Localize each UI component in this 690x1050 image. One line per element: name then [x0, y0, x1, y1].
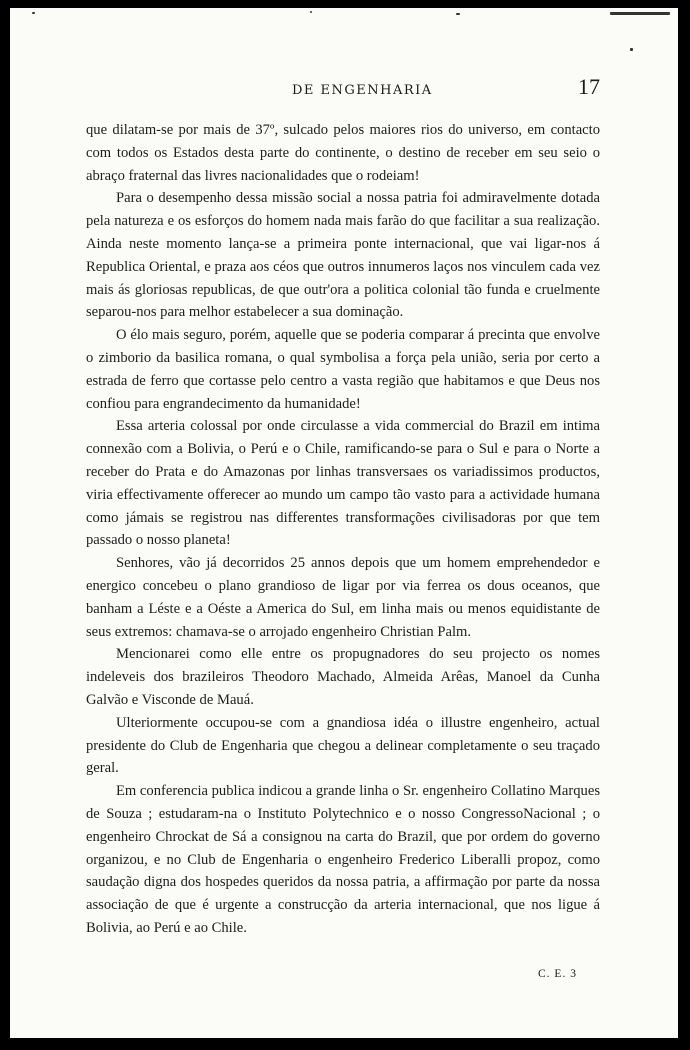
paragraph: que dilatam-se por mais de 37º, sulcado pelos maiores rios do universo, em contacto com todos os Estados desta parte do continente, o destino de receber em seu seio o abraço fraternal das livres nacionalidades que o rodeiam! — [86, 122, 600, 184]
running-header: DE ENGENHARIA — [292, 83, 433, 98]
document-page — [10, 8, 678, 1038]
paragraph: Em conferencia publica indicou a grande linha o Sr. engenheiro Collatino Marques de Souza ; estudaram-na o Instituto Polytechnico e o nosso CongressoNacional ; o engenheiro Chrockat de Sá a consignou na carta do Brazil, que por ordem do governo organizou, e no Club de Engenharia o engenheiro Frederico Liberalli propoz, como saudação digna dos hospedes queridos da nossa patria, a affirmação por parte da nossa associação de que é urgente a construcção da arteria internacional, que nos ligue á Bolivia, ao Perú e ao Chile. — [86, 783, 600, 936]
body-text — [86, 119, 600, 940]
paragraph: Essa arteria colossal por onde circulasse a vida commercial do Brazil em intima connexão com a Bolivia, o Perú e o Chile, ramificando-se para o Sul e para o Norte a receber do Prata e do Amazonas por linhas transversaes os variadissimos productos, viria effectivamente offerecer ao mundo um campo tão vasto para a actividade humana como jámais se registrou nas differentes transformações civilisadoras por que tem passado o nosso planeta! — [86, 418, 600, 549]
paragraph: Para o desempenho dessa missão social a nossa patria foi admiravelmente dotada pela natureza e os esforços do homem nada mais farão do que facilitar a sua realização. Ainda neste momento lança-se a primeira ponte internacional, que vai ligar-nos á Republica Oriental, e praza aos céos que outros innumeros laços nos vinculem cada vez mais ás gloriosas republicas, de que outr'ora a politica colonial tão funda e cruelmente separou-nos para melhor estabelecer a sua dominação. — [86, 190, 600, 321]
paragraph: Mencionarei como elle entre os propugnadores do seu projecto os nomes indeleveis dos brazileiros Theodoro Machado, Almeida Arêas, Manoel da Cunha Galvão e Visconde de Mauá. — [86, 646, 600, 708]
paragraph: O élo mais seguro, porém, aquelle que se poderia comparar á precinta que envolve o zimborio da basilica romana, o qual symbolisa a força pela união, seria por certo a estrada de ferro que cortasse pelo centro a vasta região que habitamos e que Deus nos confiou para engrandecimento da humanidade! — [86, 327, 600, 412]
paragraph: Ulteriormente occupou-se com a gnandiosa idéa o illustre engenheiro, actual presidente do Club de Engenharia que chegou a delinear completamente o seu traçado geral. — [86, 714, 600, 777]
paragraph: Senhores, vão já decorridos 25 annos depois que um homem emprehendedor e energico concebeu o plano grandioso de ligar por via ferrea os dous oceanos, que banham a Léste e a Oéste a America do Sul, em linha mais ou menos equidistante de seus extremos: chamava-se o arrojado engenheiro Christian Palm. — [86, 555, 600, 640]
signature-mark: C. E. 3 — [538, 968, 577, 980]
page-number: 17 — [578, 74, 600, 99]
